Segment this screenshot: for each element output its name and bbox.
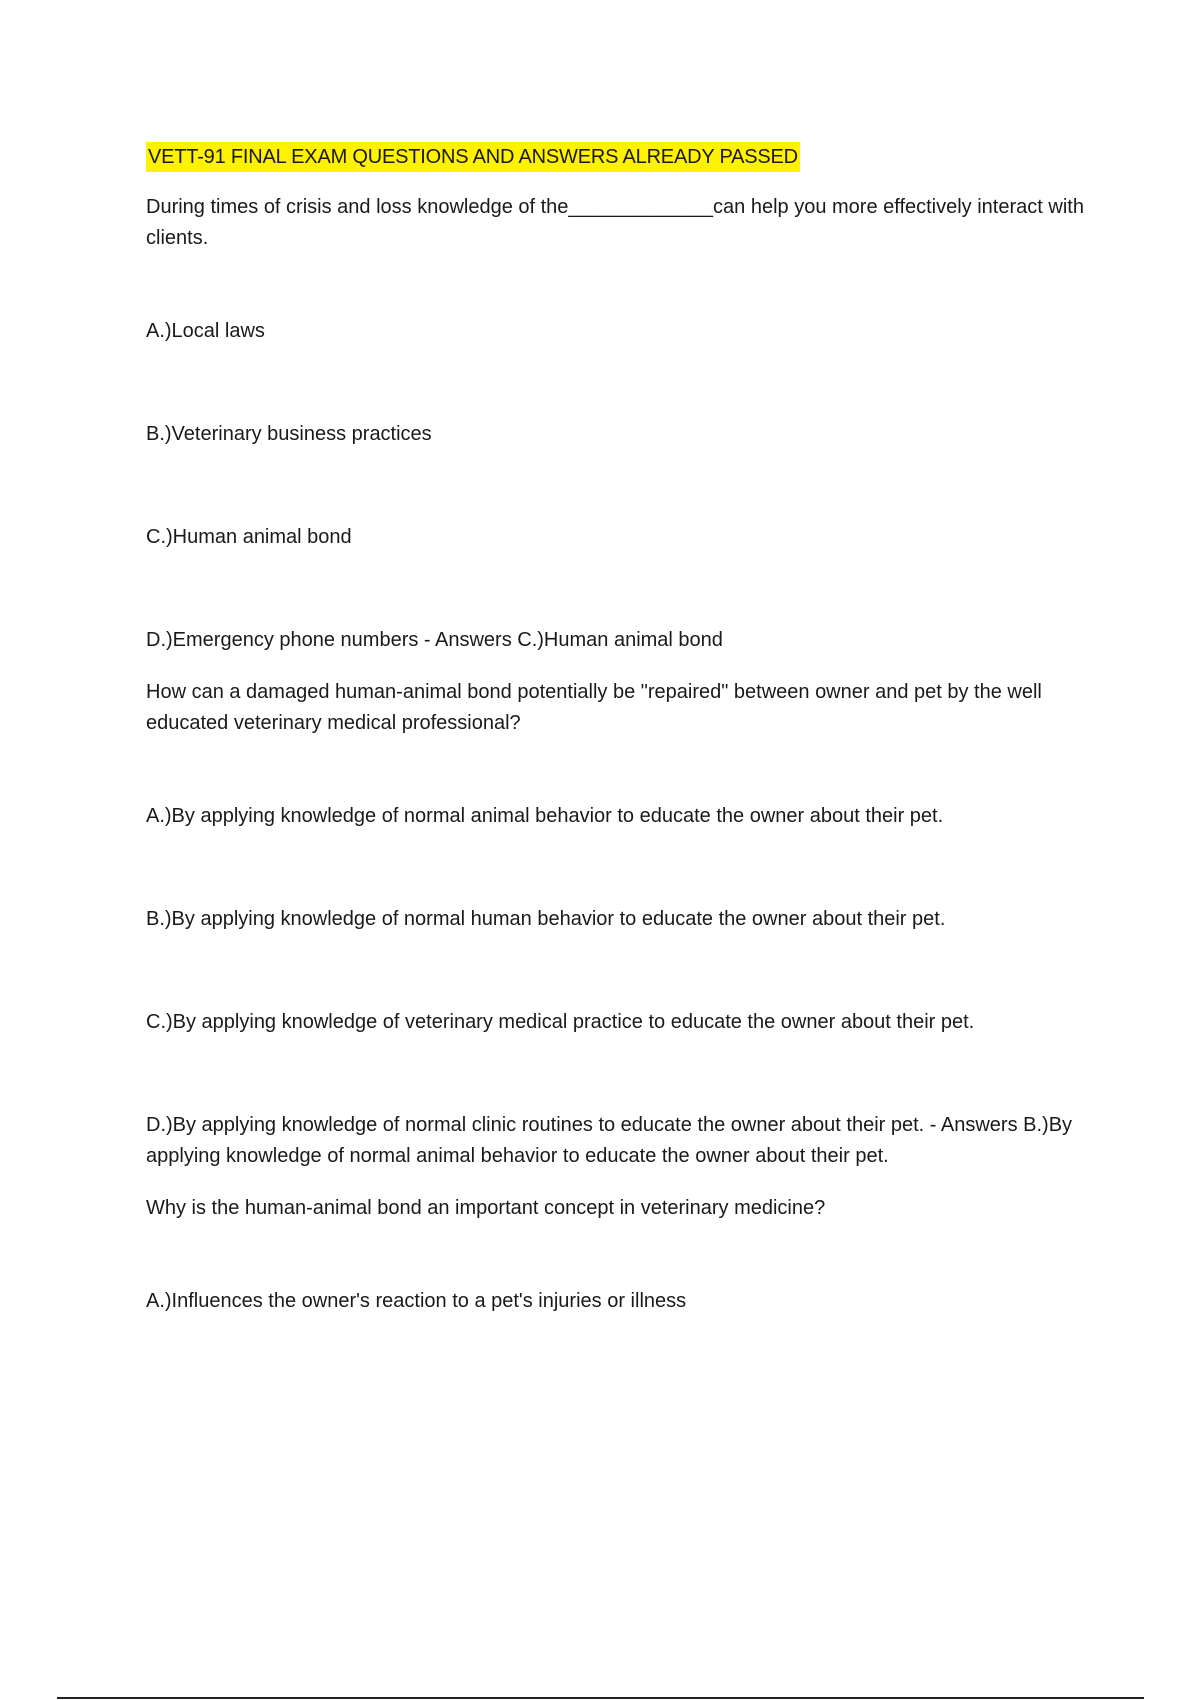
question-1-option-d: D.)Emergency phone numbers - Answers C.)Human animal bond — [146, 629, 723, 651]
document-title: VETT-91 FINAL EXAM QUESTIONS AND ANSWERS ALREADY PASSED — [146, 142, 800, 172]
question-1-text: During times of crisis and loss knowledge of the_____________can help you more effectively interact with clients. — [146, 196, 1084, 249]
document-body — [146, 142, 1096, 1317]
question-1-option-a: A.)Local laws — [146, 320, 265, 342]
question-3-text: Why is the human-animal bond an important concept in veterinary medicine? — [146, 1197, 826, 1219]
question-2-text: How can a damaged human-animal bond potentially be "repaired" between owner and pet by the well educated veterinary medical professional? — [146, 681, 1042, 734]
question-2-option-a: A.)By applying knowledge of normal animal behavior to educate the owner about their pet. — [146, 805, 944, 827]
question-1-option-c: C.)Human animal bond — [146, 526, 352, 548]
page-bottom-rule — [57, 1697, 1144, 1699]
question-2-option-c: C.)By applying knowledge of veterinary medical practice to educate the owner about their pet. — [146, 1011, 975, 1033]
question-2-option-d: D.)By applying knowledge of normal clinic routines to educate the owner about their pet. - Answers B.)By applying knowledge of normal animal behavior to educate the owner about their pet. — [146, 1114, 1073, 1167]
question-3-option-a: A.)Influences the owner's reaction to a pet's injuries or illness — [146, 1290, 687, 1312]
question-1-option-b: B.)Veterinary business practices — [146, 423, 432, 445]
question-2-option-b: B.)By applying knowledge of normal human behavior to educate the owner about their pet. — [146, 908, 946, 930]
